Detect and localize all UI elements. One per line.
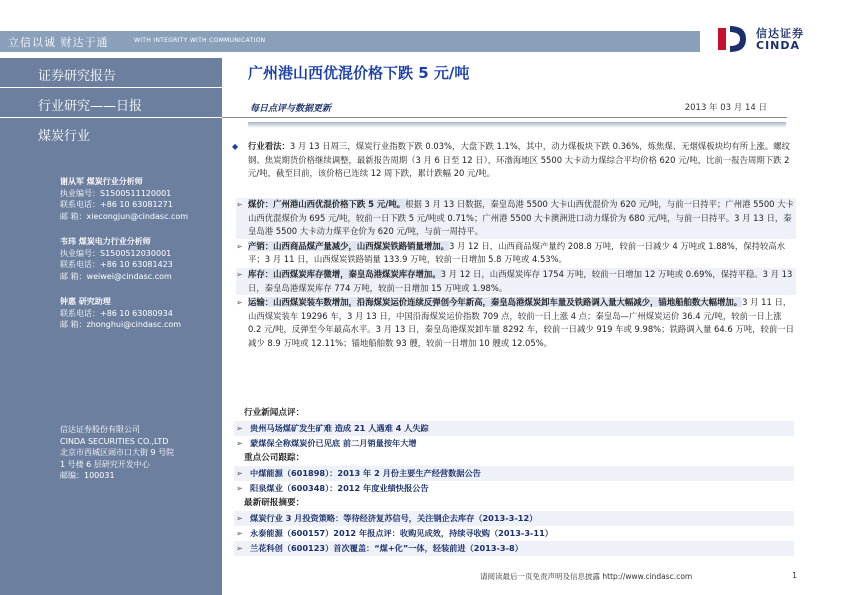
company-logo: [712, 24, 812, 54]
research-item-text: 煤炭行业 3 月投资策略：等待经济复苏信号，关注钢企去库存（2013-3-12）: [250, 513, 538, 523]
company-name-en: CINDA SECURITIES CO.,LTD: [60, 436, 169, 446]
research-heading: 最新研报摘要：: [244, 498, 305, 508]
subtitle-bar: [222, 96, 787, 118]
logo-text-zh: 信达证券: [756, 27, 804, 40]
point-text: 3 月 11 日，山西煤炭装车 19296 车，3 月 13 日，中国沿海煤炭运价指数 709 点，较前一日上涨 4 点；秦皇岛—广州煤炭运价 36.4 元/吨，较前一日上涨 0.2 元/吨，反弹至今年最高水平。3 月 13 日，秦皇岛港煤炭卸车量 8292 车，较前一日减少 919 车或 9.98%；铁路调入量 64.6 万吨，较前一日减少 8.9 万吨或 12.11%；锚地船舶数 93 艘，较前一日增加 10 艘或 12.05%。: [248, 297, 794, 348]
arrow-bullet-icon: ➢: [236, 513, 243, 523]
page-header: [0, 0, 842, 58]
company-address-1: 北京市西城区闹市口大街 9 号院: [60, 448, 175, 457]
news-item-text: 贵州马场煤矿发生矿难 造成 21 人遇难 4 人失踪: [250, 423, 429, 433]
report-date: 2013 年 03 月 14 日: [684, 103, 767, 113]
news-item: [234, 436, 794, 451]
point-inventory: [236, 268, 796, 295]
point-lead: 煤价：广州港山西优混价格下跌 5 元/吨。: [248, 199, 406, 209]
research-item: [234, 511, 794, 526]
arrow-bullet-icon: ➢: [236, 483, 243, 493]
point-transport: [236, 296, 796, 350]
arrow-bullet-icon: ➢: [236, 468, 243, 478]
arrow-bullet-icon: ➢: [236, 438, 243, 448]
point-text: 3 月 12 日，山西煤炭库存 1754 万吨，较前一日增加 12 万吨或 0.69%，保持平稳。3 月 13 日，秦皇岛港煤炭库存 774 万吨，较前一日增加 15 万吨或 1.98%。: [248, 268, 793, 293]
news-item: [234, 421, 794, 436]
analyst-name: 谢从军 煤炭行业分析师: [60, 177, 143, 186]
arrow-bullet-icon: ➢: [236, 423, 243, 433]
industry-view: [232, 140, 796, 181]
point-text: 根据 3 月 13 日数据，秦皇岛港 5500 大卡山西优混价为 620 元/吨，与前一日持平；广州港 5500 大卡山西优混煤价为 695 元/吨，较前一日下跌 5 元/吨或 0.71%；广州港 5500 大卡澳洲进口动力煤价为 680 元/吨，与前一日持平。3 月 13 日，秦皇岛港 5500 大卡动力煤平仓价为 620 元/吨，与前一周持平。: [248, 199, 794, 237]
industry-view-lead: 行业看法：: [248, 141, 290, 151]
analyst-email: 邮 箱：zhonghui@cindasc.com: [60, 320, 182, 329]
diamond-bullet-icon: ◆: [232, 142, 239, 151]
arrow-bullet-icon: ➢: [236, 528, 243, 538]
company-item: [234, 481, 794, 496]
arrow-bullet-icon: ➢: [236, 241, 243, 251]
arrow-bullet-icon: ➢: [236, 269, 243, 279]
research-item: [234, 526, 794, 541]
divider: [248, 122, 786, 128]
analyst-name: 钟惠 研究助理: [60, 297, 111, 306]
research-item-text: 永泰能源（600157）2012 年报点评：收购见成效，持续寻收购（2013-3-11）: [250, 528, 553, 538]
arrow-bullet-icon: ➢: [236, 298, 243, 308]
point-text: 3 月 12 日，山西商品煤产量约 208.8 万吨，较前一日减少 4 万吨或 1.88%，保持较高水平；3 月 11 日，山西煤炭铁路销量 133.9 万吨，较前一日增加 5.8 万吨或 4.53%。: [248, 240, 786, 265]
sidebar-section-industry: 煤炭行业: [38, 129, 91, 144]
page-number: 1: [792, 571, 798, 580]
analyst-phone: 联系电话：+86 10 63081423: [60, 260, 173, 269]
analyst-phone: 联系电话：+86 10 63080934: [60, 308, 173, 318]
sidebar-section-report-type: 证券研究报告: [0, 58, 222, 88]
report-title: 广州港山西优混价格下跌 5 元/吨: [248, 64, 470, 82]
industry-view-text: 3 月 13 日周三，煤炭行业指数下跌 0.03%，大盘下跌 1.1%，其中，动力煤板块下跌 0.36%，炼焦煤、无烟煤板块均有所上涨。螺纹钢、焦炭期货价格继续调整，最新报告周期（3 月 6 日至 12 日），环渤海地区 5500 大卡动力煤综合平均价格 620 元/吨，比前一报告周期下跌 2 元/吨，截至目前，该价格已连续 12 周下跌，累计跌幅 20 元/吨。: [248, 141, 790, 179]
point-lead: 运输：山西煤炭装车数增加，沿海煤炭运价连续反弹创今年新高，秦皇岛港煤炭卸车量及铁路调入量大幅减少，锚地船舶数大幅增加。: [248, 297, 743, 308]
point-production: [236, 240, 796, 267]
company-postcode: 邮编：100031: [60, 471, 115, 480]
company-address-2: 1 号楼 6 层研究开发中心: [60, 459, 150, 469]
news-heading: 行业新闻点评：: [244, 408, 305, 418]
analyst-id: 执业编号：S1500511120001: [60, 188, 172, 198]
arrow-bullet-icon: ➢: [236, 543, 243, 553]
report-subtitle: 每日点评与数据更新: [250, 104, 332, 114]
company-item-text: 阳泉煤业（600348）：2012 年度业绩快报公告: [250, 483, 429, 493]
analyst-card: [60, 296, 220, 331]
analyst-card: [60, 176, 220, 222]
analyst-email: 邮 箱：xiecongjun@cindasc.com: [60, 211, 189, 221]
tagline-bar: [0, 31, 700, 52]
logo-text-en: CINDA: [756, 39, 801, 52]
analyst-list: [60, 176, 220, 345]
point-lead: 产销：山西商品煤产量减少，山西煤炭铁路销量增加。: [248, 240, 449, 251]
company-item-text: 中煤能源（601898）：2013 年 2 月份主要生产经营数据公告: [250, 468, 481, 478]
footer-disclaimer: 请阅读最后一页免责声明及信息披露 http://www.cindasc.com: [480, 572, 693, 581]
analyst-phone: 联系电话：+86 10 63081271: [60, 200, 173, 209]
tagline-en: WITH INTEGRITY WITH COMMUNICATION: [134, 37, 266, 44]
company-item: [234, 466, 794, 481]
sidebar-section-report-category: 行业研究——日报: [0, 88, 222, 118]
company-tracking-heading: 重点公司跟踪：: [244, 453, 305, 463]
news-item-text: 蒙煤保全称煤炭价已见底 前二月销量按年大增: [250, 438, 417, 448]
analyst-id: 执业编号：S1500512030001: [60, 248, 172, 258]
research-item-text: 兰花科创（600123）首次覆盖：“煤+化”一体，轻装前进（2013-3-8）: [250, 543, 523, 553]
company-info: [60, 424, 220, 482]
analyst-name: 韦玮 煤炭电力行业分析师: [60, 237, 151, 246]
company-name-zh: 信达证券股份有限公司: [60, 425, 140, 434]
point-lead: 库存：山西煤炭库存微增，秦皇岛港煤炭库存增加。: [248, 268, 441, 279]
logo-mark-icon: [712, 24, 752, 54]
analyst-card: [60, 236, 220, 282]
key-points: [236, 198, 796, 352]
news-section: [234, 406, 794, 556]
point-price: [236, 198, 796, 239]
arrow-bullet-icon: ➢: [236, 200, 243, 209]
analyst-email: 邮 箱：weiwei@cindasc.com: [60, 271, 172, 281]
tagline-zh: 立信以诚 财达于通: [8, 36, 109, 49]
research-item: [234, 541, 794, 556]
